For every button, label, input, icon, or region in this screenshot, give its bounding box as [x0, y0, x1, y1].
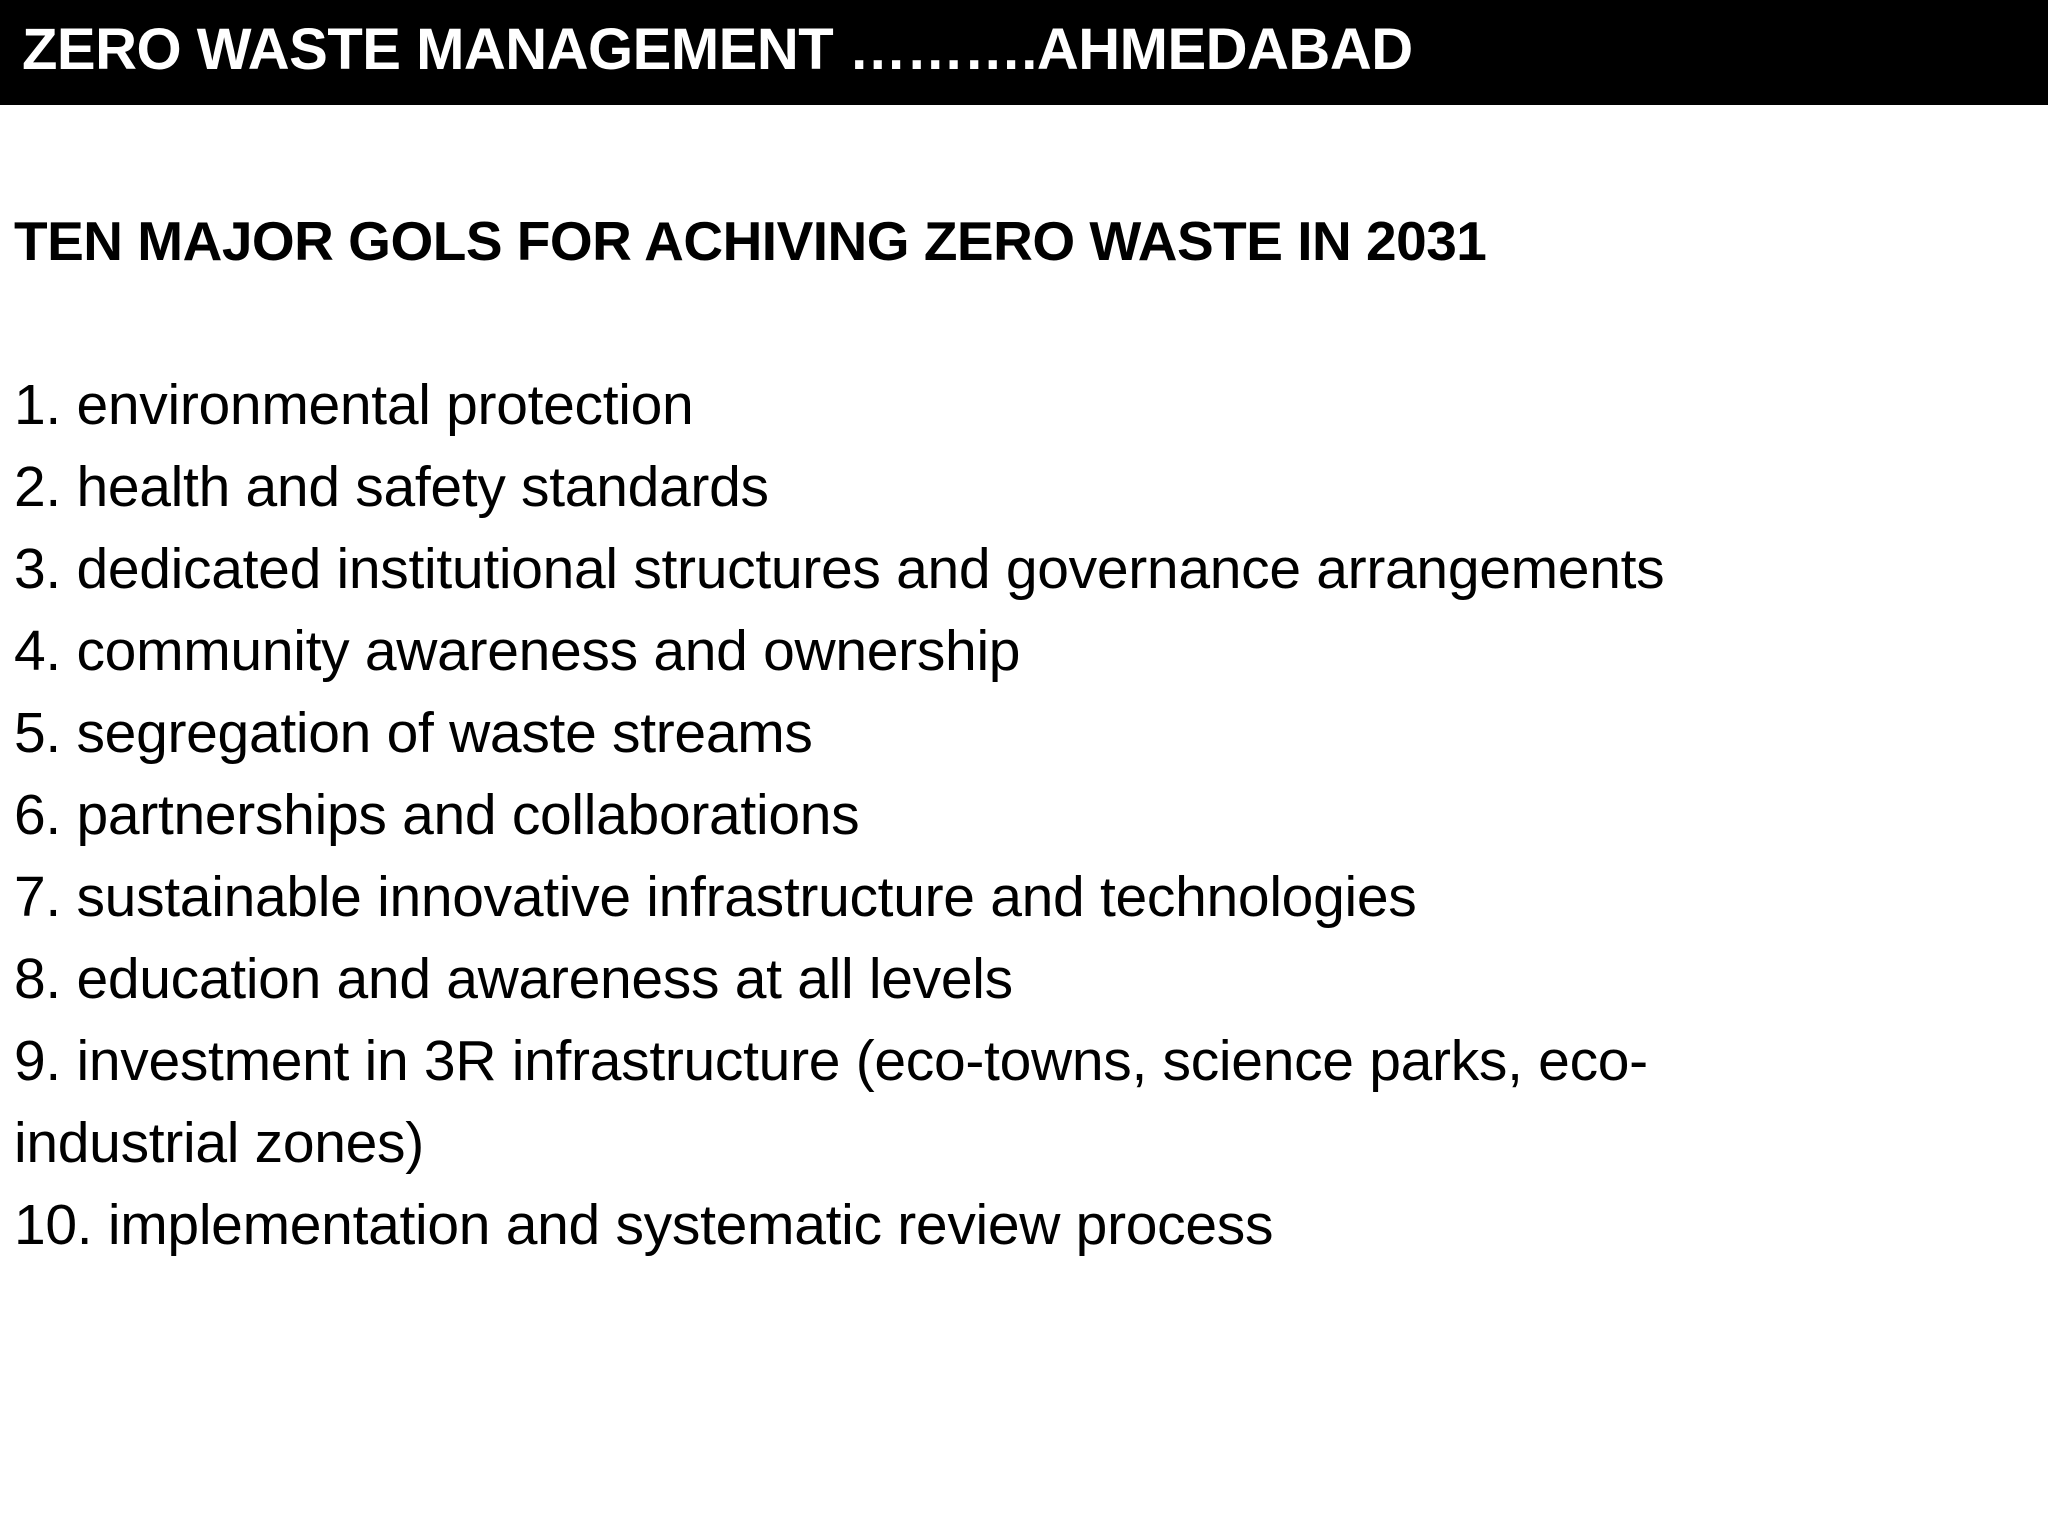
goal-list [14, 364, 2014, 1266]
goal-item: 7. sustainable innovative infrastructure and technologies [14, 865, 1417, 929]
goals-heading: TEN MAJOR GOLS FOR ACHIVING ZERO WASTE IN 2031 [14, 210, 1487, 272]
goal-item: 9. investment in 3R infrastructure (eco-towns, science parks, eco-industrial zones) [14, 1029, 1648, 1175]
goal-item: 6. partnerships and collaborations [14, 783, 860, 847]
goal-item: 3. dedicated institutional structures and governance arrangements [14, 537, 1665, 601]
goal-item: 1. environmental protection [14, 373, 694, 437]
goal-item: 10. implementation and systematic review process [14, 1193, 1274, 1257]
slide-title: ZERO WASTE MANAGEMENT ……….AHMEDABAD [22, 17, 1413, 82]
goal-item: 2. health and safety standards [14, 455, 769, 519]
title-bar [0, 0, 2048, 105]
goal-item: 5. segregation of waste streams [14, 701, 813, 765]
goal-item: 8. education and awareness at all levels [14, 947, 1013, 1011]
goal-item: 4. community awareness and ownership [14, 619, 1021, 683]
